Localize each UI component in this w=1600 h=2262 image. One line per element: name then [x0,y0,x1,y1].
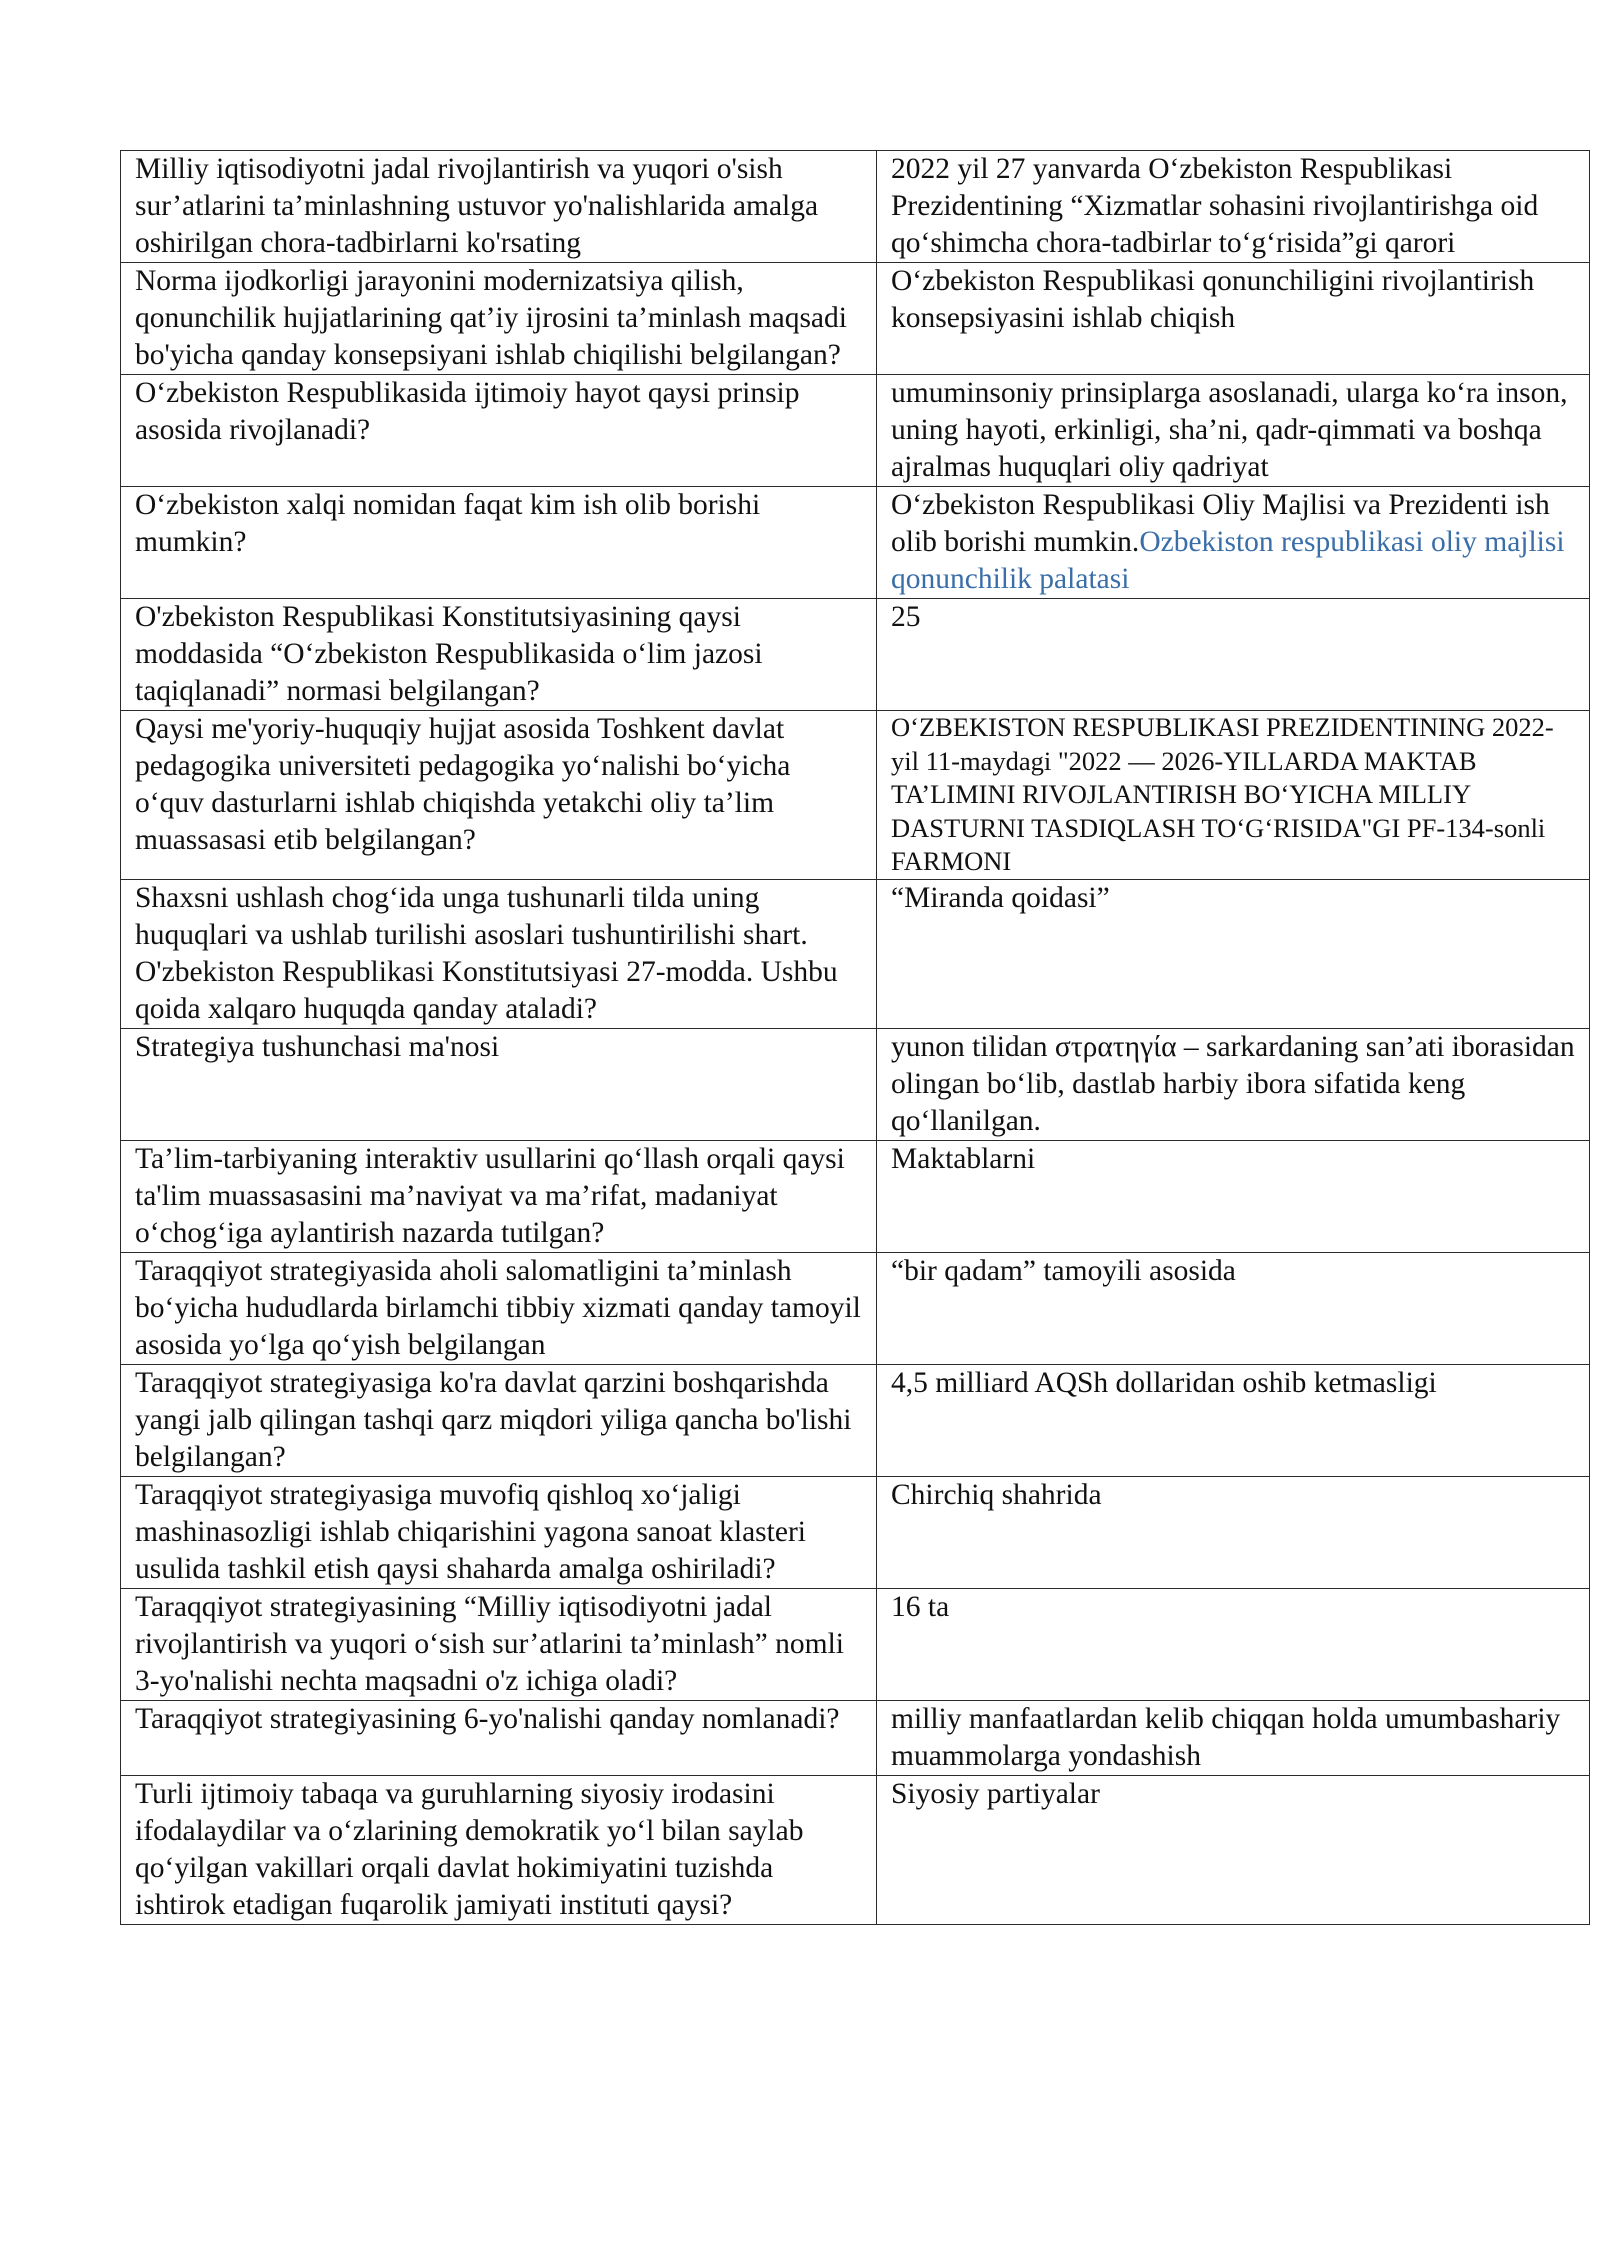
answer-cell: Siyosiy partiyalar [877,1775,1590,1924]
answer-cell: yunon tilidan στρατηγία – sarkardaning san’ati iborasidan olingan bo‘lib, dastlab harbiy ibora sifatida keng qo‘llanilgan. [877,1028,1590,1140]
question-cell: O'zbekiston Respublikasi Konstitutsiyasining qaysi moddasida “O‘zbekiston Respublikasida o‘lim jazosi taqiqlanadi” normasi belgilangan? [121,599,877,711]
table-row [121,599,1590,711]
answer-cell: O‘ZBEKISTON RESPUBLIKASI PREZIDENTINING 2022-yil 11-maydagi "2022 — 2026-YILLARDA MAKTAB TA’LIMINI RIVOJLANTIRISH BO‘YICHA MILLIY DASTURNI TASDIQLASH TO‘G‘RISIDA"GI PF-134-sonli FARMONI [877,711,1590,880]
question-cell: Taraqqiyot strategiyasiga muvofiq qishloq xo‘jaligi mashinasozligi ishlab chiqarishini yagona sanoat klasteri usulida tashkil etish qaysi shaharda amalga oshiriladi? [121,1476,877,1588]
answer-cell: “Miranda qoidasi” [877,879,1590,1028]
question-cell: Taraqqiyot strategiyasining “Milliy iqtisodiyotni jadal rivojlantirish va yuqori o‘sish sur’atlarini ta’minlash” nomli 3-yo'nalishi nechta maqsadni o'z ichiga oladi? [121,1588,877,1700]
answer-cell: “bir qadam” tamoyili asosida [877,1252,1590,1364]
table-row [121,711,1590,880]
table-row [121,1140,1590,1252]
table-row [121,151,1590,263]
question-cell: Ta’lim-tarbiyaning interaktiv usullarini qo‘llash orqali qaysi ta'lim muassasasini ma’naviyat va ma’rifat, madaniyat o‘chog‘iga aylantirish nazarda tutilgan? [121,1140,877,1252]
question-cell: Strategiya tushunchasi ma'nosi [121,1028,877,1140]
question-cell: Norma ijodkorligi jarayonini modernizatsiya qilish, qonunchilik hujjatlarining qat’iy ijrosini ta’minlash maqsadi bo'yicha qanday konsepsiyani ishlab chiqilishi belgilangan? [121,263,877,375]
table-row [121,1028,1590,1140]
answer-cell: 2022 yil 27 yanvarda O‘zbekiston Respublikasi Prezidentining “Xizmatlar sohasini rivojlantirishga oid qo‘shimcha chora-tadbirlar to‘g‘risida”gi qarori [877,151,1590,263]
table-row [121,1700,1590,1775]
table-row [121,1588,1590,1700]
table-row [121,1364,1590,1476]
table-row [121,1775,1590,1924]
question-cell: Taraqqiyot strategiyasining 6-yo'nalishi qanday nomlanadi? [121,1700,877,1775]
answer-text: O‘zbekiston Respublikasi Oliy Majlisi va Prezidenti ish olib borishi mumkin. [891,489,1550,558]
question-cell: Qaysi me'yoriy-huquqiy hujjat asosida Toshkent davlat pedagogika universiteti pedagogika yo‘nalishi bo‘yicha o‘quv dasturlarni ishlab chiqishda yetakchi oliy ta’lim muassasasi etib belgilangan? [121,711,877,880]
question-cell: Milliy iqtisodiyotni jadal rivojlantirish va yuqori o'sish sur’atlarini ta’minlashning ustuvor yo'nalishlarida amalga oshirilgan chora-tadbirlarni ko'rsating [121,151,877,263]
table-row [121,375,1590,487]
question-cell: O‘zbekiston Respublikasida ijtimoiy hayot qaysi prinsip asosida rivojlanadi? [121,375,877,487]
question-cell: Taraqqiyot strategiyasiga ko'ra davlat qarzini boshqarishda yangi jalb qilingan tashqi qarz miqdori yiliga qancha bo'lishi belgilangan? [121,1364,877,1476]
answer-cell: umuminsoniy prinsiplarga asoslanadi, ularga ko‘ra inson, uning hayoti, erkinligi, sha’ni, qadr-qimmati va boshqa ajralmas huquqlari oliy qadriyat [877,375,1590,487]
answer-cell: 4,5 milliard AQSh dollaridan oshib ketmasligi [877,1364,1590,1476]
answer-cell [877,487,1590,599]
question-cell: Turli ijtimoiy tabaqa va guruhlarning siyosiy irodasini ifodalaydilar va o‘zlarining demokratik yo‘l bilan saylab qo‘yilgan vakillari orqali davlat hokimiyatini tuzishda ishtirok etadigan fuqarolik jamiyati instituti qaysi? [121,1775,877,1924]
table-row [121,1252,1590,1364]
table-row [121,1476,1590,1588]
question-cell: Taraqqiyot strategiyasida aholi salomatligini ta’minlash bo‘yicha hududlarda birlamchi tibbiy xizmati qanday tamoyil asosida yo‘lga qo‘yish belgilangan [121,1252,877,1364]
table-row [121,263,1590,375]
table-row [121,487,1590,599]
answer-cell: 16 ta [877,1588,1590,1700]
answer-cell: Chirchiq shahrida [877,1476,1590,1588]
question-cell: Shaxsni ushlash chog‘ida unga tushunarli tilda uning huquqlari va ushlab turilishi asoslari tushuntirilishi shart. O'zbekiston Respublikasi Konstitutsiyasi 27-modda. Ushbu qoida xalqaro huquqda qanday ataladi? [121,879,877,1028]
answer-link[interactable]: Ozbekiston respublikasi oliy majlisi qonunchilik palatasi [891,526,1565,595]
answer-cell: 25 [877,599,1590,711]
qa-table [120,150,1590,1925]
answer-cell: milliy manfaatlardan kelib chiqqan holda umumbashariy muammolarga yondashish [877,1700,1590,1775]
table-row [121,879,1590,1028]
answer-cell: Maktablarni [877,1140,1590,1252]
question-cell: O‘zbekiston xalqi nomidan faqat kim ish olib borishi mumkin? [121,487,877,599]
answer-cell: O‘zbekiston Respublikasi qonunchiligini rivojlantirish konsepsiyasini ishlab chiqish [877,263,1590,375]
